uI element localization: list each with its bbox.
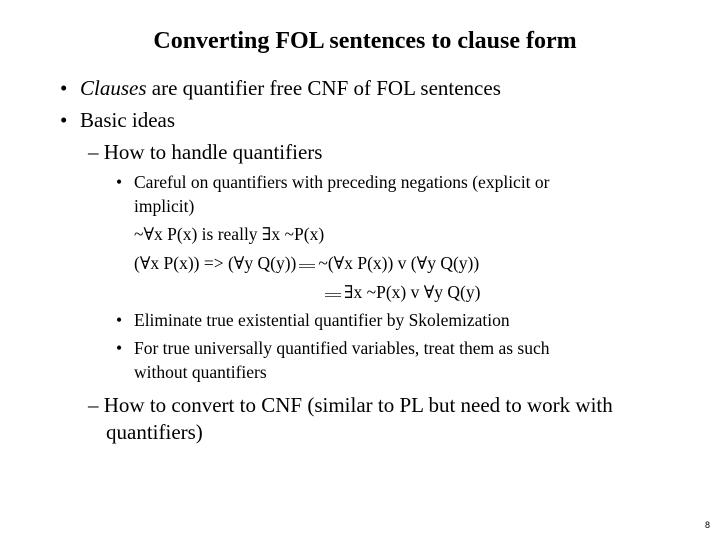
slide-title: Converting FOL sentences to clause form <box>153 28 577 54</box>
bullet-careful <box>116 172 122 193</box>
bullet-basic-ideas <box>60 108 176 133</box>
bullet-clauses <box>60 76 501 101</box>
equivalence-icon <box>298 260 316 270</box>
careful-line-2: implicit) <box>134 196 195 216</box>
page-number: 8 <box>704 520 710 530</box>
bullet-dot: • <box>60 108 68 132</box>
skolem-text: Eliminate true existential quantifier by Skolemization <box>134 310 510 330</box>
bullet-dot: • <box>60 76 68 100</box>
sub-cnf-line-2: quantifiers) <box>106 420 203 444</box>
clauses-term: Clauses <box>80 76 147 100</box>
bullet-dot: • <box>116 310 123 330</box>
clauses-definition: are quantifier free CNF of FOL sentences <box>146 76 501 100</box>
bullet-skolem <box>116 310 122 331</box>
formula-negation: ~∀x P(x) is really ∃x ~P(x) <box>134 224 325 244</box>
formula-right: ~(∀x P(x)) v (∀y Q(y)) <box>318 253 480 273</box>
sub-cnf-line-1: – How to convert to CNF (similar to PL but need to work with <box>88 393 613 417</box>
sub-quantifiers: – How to handle quantifiers <box>88 140 323 164</box>
basic-ideas-text: Basic ideas <box>80 108 176 132</box>
formula-left: (∀x P(x)) => (∀y Q(y)) <box>134 253 297 273</box>
bullet-dot: • <box>116 338 123 358</box>
formula-implication <box>134 253 479 274</box>
equivalence-icon <box>324 289 342 299</box>
universal-line-1: For true universally quantified variables, treat them as such <box>134 338 550 358</box>
formula-result <box>322 282 480 303</box>
formula-result-text: ∃x ~P(x) v ∀y Q(y) <box>344 282 481 302</box>
universal-line-2: without quantifiers <box>134 362 267 382</box>
bullet-universal <box>116 338 122 359</box>
careful-line-1: Careful on quantifiers with preceding negations (explicit or <box>134 172 550 192</box>
bullet-dot: • <box>116 172 123 192</box>
